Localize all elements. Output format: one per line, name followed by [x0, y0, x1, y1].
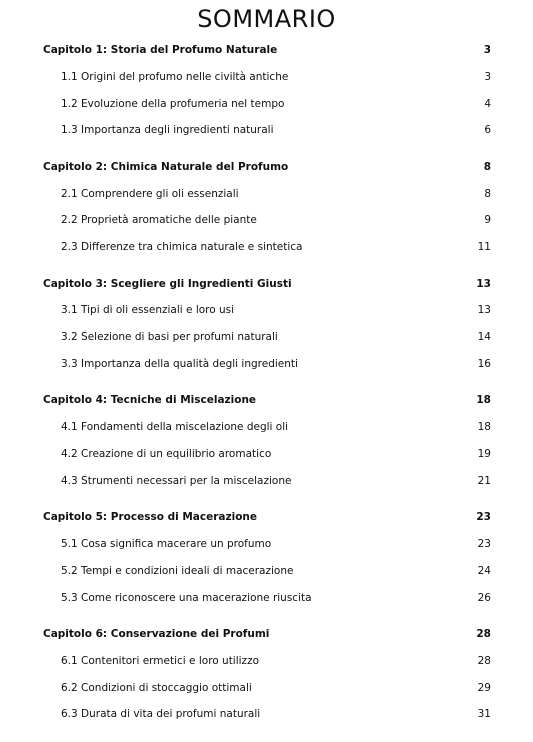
section-title: 3.3 Importanza della qualità degli ingredienti — [61, 357, 298, 370]
section-entry[interactable] — [0, 207, 533, 234]
section-entry[interactable] — [0, 351, 533, 378]
chapter-spacer — [0, 495, 533, 505]
chapter-title: Capitolo 5: Processo di Macerazione — [43, 511, 258, 524]
section-entry[interactable] — [0, 181, 533, 208]
chapter-entry[interactable] — [0, 271, 533, 298]
section-entry[interactable] — [0, 468, 533, 495]
section-page-number: 11 — [477, 241, 491, 254]
section-title: 3.1 Tipi di oli essenziali e loro usi — [61, 304, 235, 317]
section-title: 6.2 Condizioni di stoccaggio ottimali — [61, 681, 252, 694]
section-page-number: 18 — [477, 421, 491, 434]
section-page-number: 6 — [484, 124, 491, 137]
section-title: 1.2 Evoluzione della profumeria nel tempo — [61, 97, 285, 110]
chapter-title: Capitolo 6: Conservazione dei Profumi — [43, 627, 270, 640]
section-page-number: 24 — [477, 564, 491, 577]
chapter-4 — [0, 387, 533, 494]
section-title: 6.1 Contenitori ermetici e loro utilizzo — [61, 654, 260, 667]
section-title: 1.3 Importanza degli ingredienti naturali — [61, 124, 274, 137]
section-title: 5.1 Cosa significa macerare un profumo — [61, 537, 272, 550]
table-of-contents — [0, 37, 533, 728]
section-title: 2.1 Comprendere gli oli essenziali — [61, 187, 239, 200]
section-entry[interactable] — [0, 324, 533, 351]
chapter-page-number: 3 — [483, 44, 491, 56]
section-title: 5.3 Come riconoscere una macerazione riuscita — [61, 591, 312, 604]
chapter-entry[interactable] — [0, 621, 533, 648]
chapter-spacer — [0, 611, 533, 621]
section-entry[interactable] — [0, 585, 533, 612]
section-title: 5.2 Tempi e condizioni ideali di macerazione — [61, 564, 294, 577]
chapter-2 — [0, 154, 533, 261]
chapter-spacer — [0, 261, 533, 271]
section-page-number: 26 — [477, 591, 491, 604]
chapter-6 — [0, 621, 533, 728]
section-title: 4.3 Strumenti necessari per la miscelazione — [61, 474, 292, 487]
section-entry[interactable] — [0, 91, 533, 118]
chapter-title: Capitolo 1: Storia del Profumo Naturale — [43, 44, 278, 56]
chapter-title: Capitolo 3: Scegliere gli Ingredienti Giusti — [43, 277, 292, 290]
section-page-number: 3 — [484, 70, 491, 83]
chapter-page-number: 23 — [476, 511, 491, 524]
section-page-number: 8 — [484, 187, 491, 200]
chapter-3 — [0, 271, 533, 378]
section-entry[interactable] — [0, 297, 533, 324]
section-entry[interactable] — [0, 675, 533, 702]
section-title: 4.2 Creazione di un equilibrio aromatico — [61, 447, 272, 460]
section-entry[interactable] — [0, 234, 533, 261]
section-title: 3.2 Selezione di basi per profumi naturali — [61, 331, 278, 344]
chapter-entry[interactable] — [0, 504, 533, 531]
section-title: 2.2 Proprietà aromatiche delle piante — [61, 214, 257, 227]
section-entry[interactable] — [0, 441, 533, 468]
chapter-title: Capitolo 2: Chimica Naturale del Profumo — [43, 160, 289, 173]
section-title: 6.3 Durata di vita dei profumi naturali — [61, 708, 261, 721]
chapter-spacer — [0, 378, 533, 388]
chapter-entry[interactable] — [0, 154, 533, 181]
chapter-spacer — [0, 144, 533, 154]
chapter-entry[interactable] — [0, 387, 533, 414]
section-page-number: 31 — [477, 708, 491, 721]
section-page-number: 13 — [477, 304, 491, 317]
chapter-5 — [0, 504, 533, 611]
chapter-page-number: 8 — [483, 160, 491, 173]
section-page-number: 29 — [477, 681, 491, 694]
section-title: 2.3 Differenze tra chimica naturale e sintetica — [61, 241, 303, 254]
chapter-page-number: 13 — [476, 277, 491, 290]
section-page-number: 16 — [477, 357, 491, 370]
section-title: 4.1 Fondamenti della miscelazione degli oli — [61, 421, 289, 434]
page-title: SOMMARIO — [197, 5, 336, 33]
section-page-number: 23 — [477, 537, 491, 550]
chapter-title: Capitolo 4: Tecniche di Miscelazione — [43, 394, 257, 407]
chapter-1 — [0, 37, 533, 144]
section-page-number: 9 — [484, 214, 491, 227]
section-entry[interactable] — [0, 648, 533, 675]
section-entry[interactable] — [0, 531, 533, 558]
section-entry[interactable] — [0, 701, 533, 728]
chapter-page-number: 18 — [476, 394, 491, 407]
section-title: 1.1 Origini del profumo nelle civiltà antiche — [61, 70, 289, 83]
chapter-entry[interactable] — [0, 37, 533, 64]
chapter-page-number: 28 — [476, 627, 491, 640]
section-page-number: 14 — [477, 331, 491, 344]
section-entry[interactable] — [0, 558, 533, 585]
section-entry[interactable] — [0, 414, 533, 441]
section-entry[interactable] — [0, 117, 533, 144]
section-page-number: 21 — [477, 474, 491, 487]
section-page-number: 19 — [477, 447, 491, 460]
section-page-number: 28 — [477, 654, 491, 667]
section-entry[interactable] — [0, 64, 533, 91]
section-page-number: 4 — [484, 97, 491, 110]
